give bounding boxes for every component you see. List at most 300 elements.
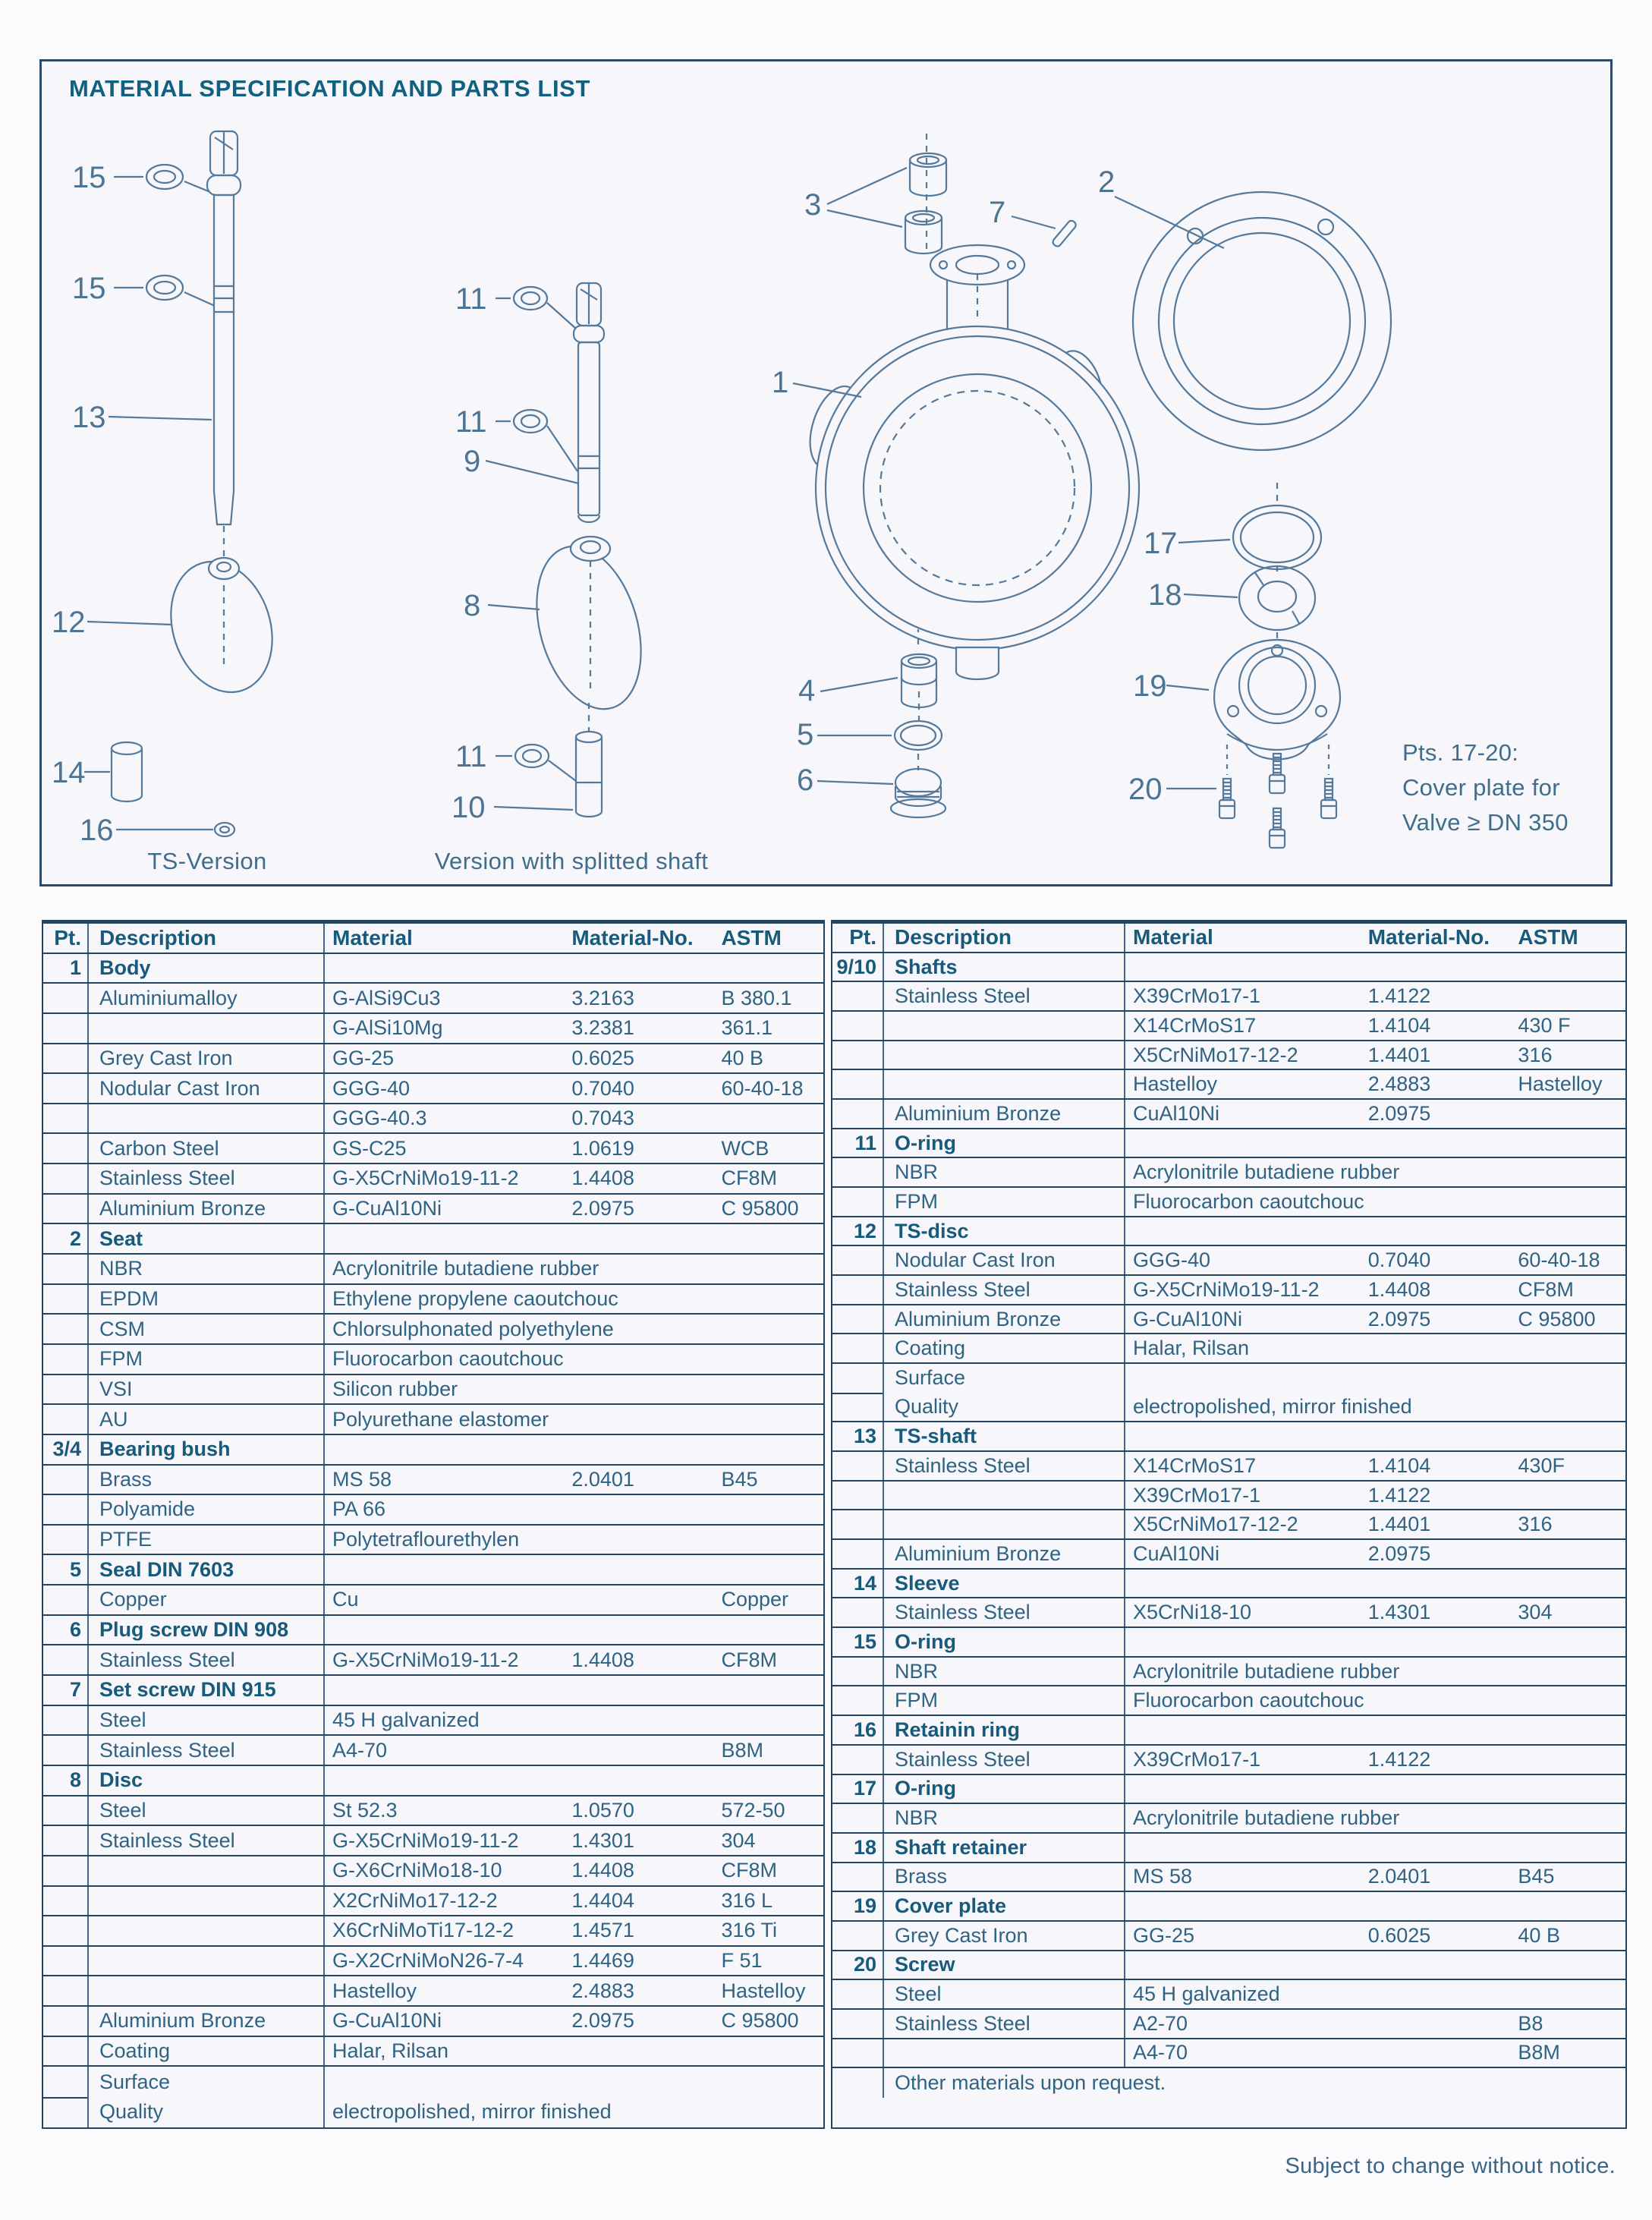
part-number: 7 <box>43 1676 89 1705</box>
cell-description <box>89 1947 325 1976</box>
cell-description: Aluminiumalloy <box>89 984 325 1012</box>
cell-pt <box>832 2068 884 2098</box>
cell-region <box>325 1134 823 1163</box>
table-row <box>43 1375 823 1406</box>
cell-material: GG-25 <box>332 1046 395 1069</box>
cell-description: Stainless Steel <box>884 2010 1125 2038</box>
section-row <box>43 1435 823 1466</box>
cell-region <box>325 2067 823 2127</box>
cell-astm: 40 B <box>1518 1923 1560 1947</box>
header-row <box>43 924 823 954</box>
cell-region <box>1125 2010 1625 2038</box>
cell-pt <box>43 1285 89 1314</box>
callout-3: 3 <box>804 188 822 222</box>
cell-description: Aluminium Bronze <box>884 1100 1125 1128</box>
cell-pt <box>43 1887 89 1916</box>
part-number: 2 <box>43 1224 89 1253</box>
table-row <box>832 1452 1625 1482</box>
section-title: Sleeve <box>884 1570 1125 1598</box>
cell-region <box>325 1405 823 1434</box>
cell-pt <box>43 1976 89 2005</box>
cell-material: Fluorocarbon caoutchouc <box>332 1347 564 1371</box>
parts-table-right <box>831 920 1627 2129</box>
cell-material: X2CrNiMo17-12-2 <box>332 1888 498 1912</box>
section-row <box>43 1224 823 1255</box>
cell-region <box>1125 1276 1625 1304</box>
cell-surface-label: Surface <box>99 2070 171 2093</box>
cell-region <box>325 1706 823 1735</box>
cell-region <box>1125 982 1625 1010</box>
cell-astm: B8M <box>1518 2041 1560 2064</box>
cell-material: G-X5CrNiMo19-11-2 <box>332 1167 519 1190</box>
valve-assembly-drawing <box>793 134 1391 848</box>
header-region <box>1125 924 1625 952</box>
cell-pt <box>832 1686 884 1715</box>
cell-pt <box>832 1980 884 2008</box>
section-title: Shaft retainer <box>884 1834 1125 1862</box>
cell-astm: C 95800 <box>721 2009 799 2033</box>
table-row <box>43 1645 823 1676</box>
cell-material: GGG-40 <box>1133 1249 1211 1272</box>
table-row <box>43 1195 823 1225</box>
empty-region <box>1125 1217 1625 1245</box>
cell-pt <box>832 2010 884 2038</box>
table-row <box>832 2039 1625 2069</box>
cell-pt <box>43 2067 89 2127</box>
cell-astm: 304 <box>721 1828 756 1852</box>
cell-region <box>1125 1510 1625 1538</box>
cell-material: Acrylonitrile butadiene rubber <box>1133 1160 1400 1184</box>
cell-material: X39CrMo17-1 <box>1133 1483 1261 1507</box>
cell-pt <box>832 1804 884 1832</box>
cell-material: Chlorsulphonated polyethylene <box>332 1317 614 1340</box>
cell-pt <box>832 1188 884 1216</box>
table-row <box>832 1922 1625 1951</box>
table-row <box>43 1345 823 1375</box>
part-number: 8 <box>43 1766 89 1795</box>
section-row <box>832 1628 1625 1658</box>
col-material-no: Material-No. <box>571 925 694 949</box>
cell-pt <box>43 1947 89 1976</box>
cell-pt <box>832 1598 884 1626</box>
split-shaft-drawing <box>486 283 659 817</box>
cell-region <box>325 1585 823 1614</box>
cell-astm: 40 B <box>721 1046 763 1069</box>
section-title: TS-shaft <box>884 1422 1125 1450</box>
cell-astm: B45 <box>721 1467 758 1491</box>
table-row <box>832 1158 1625 1188</box>
section-title: O-ring <box>884 1628 1125 1656</box>
cell-material: Hastelloy <box>332 1979 417 2002</box>
table-row <box>832 1540 1625 1570</box>
cell-pt <box>832 1658 884 1686</box>
col-pt: Pt. <box>832 924 884 952</box>
cell-material-no: 1.4122 <box>1367 1483 1431 1507</box>
part-number: 13 <box>832 1422 884 1450</box>
cell-description: Carbon Steel <box>89 1134 325 1163</box>
cell-region <box>1125 1980 1625 2008</box>
cell-material: PA 66 <box>332 1497 386 1521</box>
cell-material: G-X5CrNiMo19-11-2 <box>332 1828 519 1852</box>
cell-region <box>1125 1158 1625 1186</box>
table-row <box>43 1916 823 1947</box>
empty-region <box>1125 1716 1625 1744</box>
table-row <box>832 1305 1625 1335</box>
cell-pt <box>43 1826 89 1855</box>
table-row <box>43 1887 823 1917</box>
table-row <box>832 1598 1625 1628</box>
cell-region <box>325 1014 823 1043</box>
col-material-no: Material-No. <box>1367 925 1490 949</box>
surface-quality-row <box>832 1364 1625 1422</box>
cell-astm: 316 L <box>721 1888 773 1912</box>
cell-material: X5CrNiMo17-12-2 <box>1133 1513 1298 1536</box>
callout-1: 1 <box>772 366 789 399</box>
cell-material-no: 1.4301 <box>571 1828 634 1852</box>
cell-material: A4-70 <box>1133 2041 1188 2064</box>
cell-material-no: 2.0975 <box>571 2009 634 2033</box>
col-astm: ASTM <box>721 925 782 949</box>
cell-description: NBR <box>884 1804 1125 1832</box>
cell-material: G-AlSi9Cu3 <box>332 986 441 1009</box>
other-materials-note: Other materials upon request. <box>895 2071 1166 2095</box>
cell-material: CuAl10Ni <box>1133 1101 1220 1125</box>
table-row <box>832 982 1625 1012</box>
page-title: MATERIAL SPECIFICATION AND PARTS LIST <box>69 75 590 102</box>
cell-region <box>1125 1041 1625 1069</box>
valve-exploded-drawing <box>42 61 1615 889</box>
cell-region <box>325 1044 823 1073</box>
cell-material-no: 3.2163 <box>571 986 634 1009</box>
header-row <box>832 924 1625 953</box>
cell-material: X14CrMoS17 <box>1133 1013 1257 1037</box>
cell-pt <box>832 1746 884 1774</box>
cell-description: NBR <box>884 1158 1125 1186</box>
callout-13: 13 <box>72 401 106 434</box>
section-row <box>832 1422 1625 1452</box>
cell-astm: 430F <box>1518 1453 1565 1477</box>
cell-region <box>325 1736 823 1765</box>
cell-region <box>325 1495 823 1524</box>
cell-pt <box>43 1526 89 1554</box>
table-row <box>43 1736 823 1766</box>
cell-region <box>325 1645 823 1674</box>
table-row <box>832 1863 1625 1893</box>
section-title: Set screw DIN 915 <box>89 1676 325 1705</box>
cell-region <box>1125 1246 1625 1274</box>
callout-17: 17 <box>1144 527 1178 560</box>
cell-material: Halar, Rilsan <box>1133 1337 1250 1360</box>
cell-pt <box>43 1736 89 1765</box>
cell-description: Stainless Steel <box>89 1645 325 1674</box>
part-number: 11 <box>832 1129 884 1157</box>
note-line-2: Cover plate for <box>1402 774 1560 801</box>
part-number: 1 <box>43 954 89 983</box>
part-number: 17 <box>832 1775 884 1803</box>
table-row <box>832 1041 1625 1071</box>
section-row <box>832 1775 1625 1805</box>
cell-astm: 316 <box>1518 1043 1553 1066</box>
cell-material: GG-25 <box>1133 1923 1195 1947</box>
cell-description: Nodular Cast Iron <box>884 1246 1125 1274</box>
cell-astm: C 95800 <box>721 1197 799 1220</box>
cell-region <box>1125 1804 1625 1832</box>
note-line-3: Valve ≥ DN 350 <box>1402 809 1569 836</box>
cell-description: Steel <box>884 1980 1125 2008</box>
cell-description: AU <box>89 1405 325 1434</box>
callout-5: 5 <box>797 718 814 751</box>
callout-9: 9 <box>464 445 481 478</box>
cell-astm: CF8M <box>721 1859 777 1882</box>
part-number: 6 <box>43 1616 89 1645</box>
section-title: Plug screw DIN 908 <box>89 1616 325 1645</box>
cell-astm: 316 <box>1518 1513 1553 1536</box>
cell-material-no: 1.4104 <box>1367 1453 1431 1477</box>
cell-material: Acrylonitrile butadiene rubber <box>332 1257 599 1280</box>
section-row <box>832 1129 1625 1159</box>
cell-pt <box>43 1375 89 1404</box>
cell-astm: 430 F <box>1518 1013 1571 1037</box>
cell-material-no: 3.2381 <box>571 1016 634 1040</box>
callout-2: 2 <box>1098 165 1115 199</box>
cell-region <box>325 1856 823 1885</box>
cell-material: St 52.3 <box>332 1798 398 1822</box>
cell-description <box>884 1041 1125 1069</box>
cell-quality-label: Quality <box>99 2100 164 2124</box>
cell-material-no: 2.4883 <box>1367 1072 1431 1096</box>
section-title: TS-disc <box>884 1217 1125 1245</box>
table-row <box>43 1405 823 1435</box>
cell-pt <box>43 984 89 1012</box>
cell-astm: 361.1 <box>721 1016 773 1040</box>
parts-table-left <box>42 920 825 2129</box>
cell-material: Polyurethane elastomer <box>332 1407 549 1431</box>
cell-region <box>325 1887 823 1916</box>
table-row <box>832 1188 1625 1217</box>
empty-region <box>1125 1892 1625 1920</box>
cell-description <box>89 1887 325 1916</box>
cell-description: Steel <box>89 1796 325 1825</box>
callout-15b: 15 <box>72 272 106 305</box>
cell-region <box>325 984 823 1012</box>
section-title: O-ring <box>884 1775 1125 1803</box>
cell-astm: WCB <box>721 1136 769 1160</box>
callout-11a: 11 <box>455 282 487 316</box>
cell-pt <box>832 1334 884 1362</box>
cell-description: Aluminium Bronze <box>884 1305 1125 1334</box>
section-row <box>43 1616 823 1646</box>
table-row <box>43 1585 823 1616</box>
cell-pt <box>832 982 884 1010</box>
cell-material: G-X5CrNiMo19-11-2 <box>332 1648 519 1671</box>
part-number: 16 <box>832 1716 884 1744</box>
cell-description <box>884 2039 1125 2067</box>
cell-astm: B8 <box>1518 2011 1543 2035</box>
change-notice: Subject to change without notice. <box>1285 2154 1616 2178</box>
cell-astm: 304 <box>1518 1601 1553 1624</box>
cell-description <box>89 1014 325 1043</box>
cell-description: Nodular Cast Iron <box>89 1074 325 1103</box>
cell-region <box>1125 1452 1625 1480</box>
section-title: Disc <box>89 1766 325 1795</box>
cell-material: X6CrNiMoTi17-12-2 <box>332 1919 514 1942</box>
col-material: Material <box>1133 925 1213 949</box>
table-row <box>43 1285 823 1315</box>
cell-region <box>325 1375 823 1404</box>
cell-description <box>89 2067 325 2127</box>
section-row <box>832 1570 1625 1599</box>
table-row <box>832 2010 1625 2039</box>
cell-pt <box>832 1100 884 1128</box>
table-row <box>43 1044 823 1075</box>
cell-pt <box>832 1482 884 1510</box>
cell-material-no: 1.4408 <box>1367 1277 1431 1301</box>
cell-region <box>325 1074 823 1103</box>
cell-material: G-CuAl10Ni <box>1133 1307 1243 1330</box>
table-row <box>43 1947 823 1977</box>
cell-astm: 316 Ti <box>721 1919 778 1942</box>
table-row <box>43 1495 823 1526</box>
cell-region <box>1125 1598 1625 1626</box>
cell-material: GS-C25 <box>332 1136 407 1160</box>
table-row <box>832 1482 1625 1511</box>
cell-material-no: 1.4408 <box>571 1167 634 1190</box>
table-row <box>43 1164 823 1195</box>
header-region <box>325 924 823 953</box>
section-title: Seal DIN 7603 <box>89 1555 325 1584</box>
section-row <box>832 953 1625 983</box>
cell-region <box>325 1164 823 1193</box>
empty-region <box>325 1676 823 1705</box>
table-row <box>832 1980 1625 2010</box>
callout-18: 18 <box>1148 578 1182 612</box>
cell-description <box>884 1510 1125 1538</box>
cell-description <box>884 1364 1125 1421</box>
cell-description: Polyamide <box>89 1495 325 1524</box>
cell-description: Stainless Steel <box>884 1452 1125 1480</box>
cell-material-no: 1.4122 <box>1367 1747 1431 1771</box>
cell-material: Polytetraflourethylen <box>332 1528 520 1551</box>
table-row <box>832 1686 1625 1716</box>
table-row <box>43 2037 823 2067</box>
cell-material: GGG-40 <box>332 1076 411 1100</box>
cell-description: NBR <box>884 1658 1125 1686</box>
table-row <box>832 1510 1625 1540</box>
cell-material-no: 0.6025 <box>571 1046 634 1069</box>
callout-14: 14 <box>52 756 86 789</box>
cell-pt <box>43 1044 89 1073</box>
cell-material-no: 2.4883 <box>571 1979 634 2002</box>
col-astm: ASTM <box>1518 925 1578 949</box>
part-number: 5 <box>43 1555 89 1584</box>
cell-description <box>89 1976 325 2005</box>
cell-description: Stainless Steel <box>89 1736 325 1765</box>
cell-region <box>1125 1922 1625 1950</box>
cell-region <box>325 1104 823 1133</box>
table-row <box>43 1796 823 1827</box>
cell-region <box>325 1466 823 1494</box>
cell-material: MS 58 <box>1133 1865 1193 1888</box>
cell-description: Stainless Steel <box>884 1598 1125 1626</box>
empty-region <box>325 1766 823 1795</box>
cell-description: Grey Cast Iron <box>884 1922 1125 1950</box>
cover-plate-note <box>1402 735 1569 840</box>
table-row <box>832 1070 1625 1100</box>
empty-region <box>1125 953 1625 981</box>
section-row <box>832 1892 1625 1922</box>
cell-region <box>325 1947 823 1976</box>
cell-pt <box>43 1405 89 1434</box>
cell-pt <box>43 1916 89 1945</box>
part-number: 19 <box>832 1892 884 1920</box>
cell-material: Fluorocarbon caoutchouc <box>1133 1689 1364 1712</box>
cell-region <box>325 1195 823 1223</box>
cell-material-no: 0.7043 <box>571 1107 634 1130</box>
cell-material-no: 2.0975 <box>571 1197 634 1220</box>
cell-description: Brass <box>89 1466 325 1494</box>
cell-material: G-AlSi10Mg <box>332 1016 443 1040</box>
cell-material-no: 2.0975 <box>1367 1101 1431 1125</box>
table-row <box>43 2007 823 2037</box>
cell-pt <box>832 1540 884 1568</box>
part-number: 12 <box>832 1217 884 1245</box>
table-row <box>832 1804 1625 1834</box>
cell-material: Hastelloy <box>1133 1072 1218 1096</box>
cell-description <box>884 1012 1125 1040</box>
cell-description: Aluminium Bronze <box>89 1195 325 1223</box>
empty-region <box>325 1555 823 1584</box>
cell-description <box>89 1856 325 1885</box>
table-row <box>832 1276 1625 1305</box>
cell-description: EPDM <box>89 1285 325 1314</box>
callout-4: 4 <box>798 674 816 707</box>
section-row <box>832 1834 1625 1863</box>
cell-material-no: 2.0401 <box>1367 1865 1431 1888</box>
section-title: Shafts <box>884 953 1125 981</box>
cell-description: Coating <box>884 1334 1125 1362</box>
table-row <box>43 984 823 1014</box>
cell-material-no: 2.0401 <box>571 1467 634 1491</box>
cell-description <box>89 1104 325 1133</box>
cell-description: Stainless Steel <box>884 1746 1125 1774</box>
cell-description: Stainless Steel <box>89 1164 325 1193</box>
table-row <box>43 1706 823 1737</box>
cell-material: X14CrMoS17 <box>1133 1453 1257 1477</box>
parts-tables <box>42 920 1627 2129</box>
part-number: 14 <box>832 1570 884 1598</box>
cell-material-no: 1.4401 <box>1367 1513 1431 1536</box>
cell-region <box>325 1285 823 1314</box>
col-description: Description <box>884 924 1125 952</box>
caption-split-shaft: Version with splitted shaft <box>434 848 709 874</box>
table-row <box>43 1134 823 1164</box>
cell-description: Copper <box>89 1585 325 1614</box>
cell-astm: 60-40-18 <box>1518 1249 1600 1272</box>
cell-region <box>325 2037 823 2066</box>
table-row <box>832 1746 1625 1775</box>
cell-pt <box>832 1012 884 1040</box>
cell-description: CSM <box>89 1315 325 1343</box>
callout-6: 6 <box>797 764 814 797</box>
cell-pt <box>43 1466 89 1494</box>
cell-material-no: 1.0570 <box>571 1798 634 1822</box>
cell-description: Stainless Steel <box>89 1826 325 1855</box>
cell-material: Ethylene propylene caoutchouc <box>332 1287 618 1310</box>
cell-material: G-CuAl10Ni <box>332 2009 442 2033</box>
cell-description: Steel <box>89 1706 325 1735</box>
cell-material: CuAl10Ni <box>1133 1541 1220 1565</box>
cell-region <box>325 1345 823 1374</box>
